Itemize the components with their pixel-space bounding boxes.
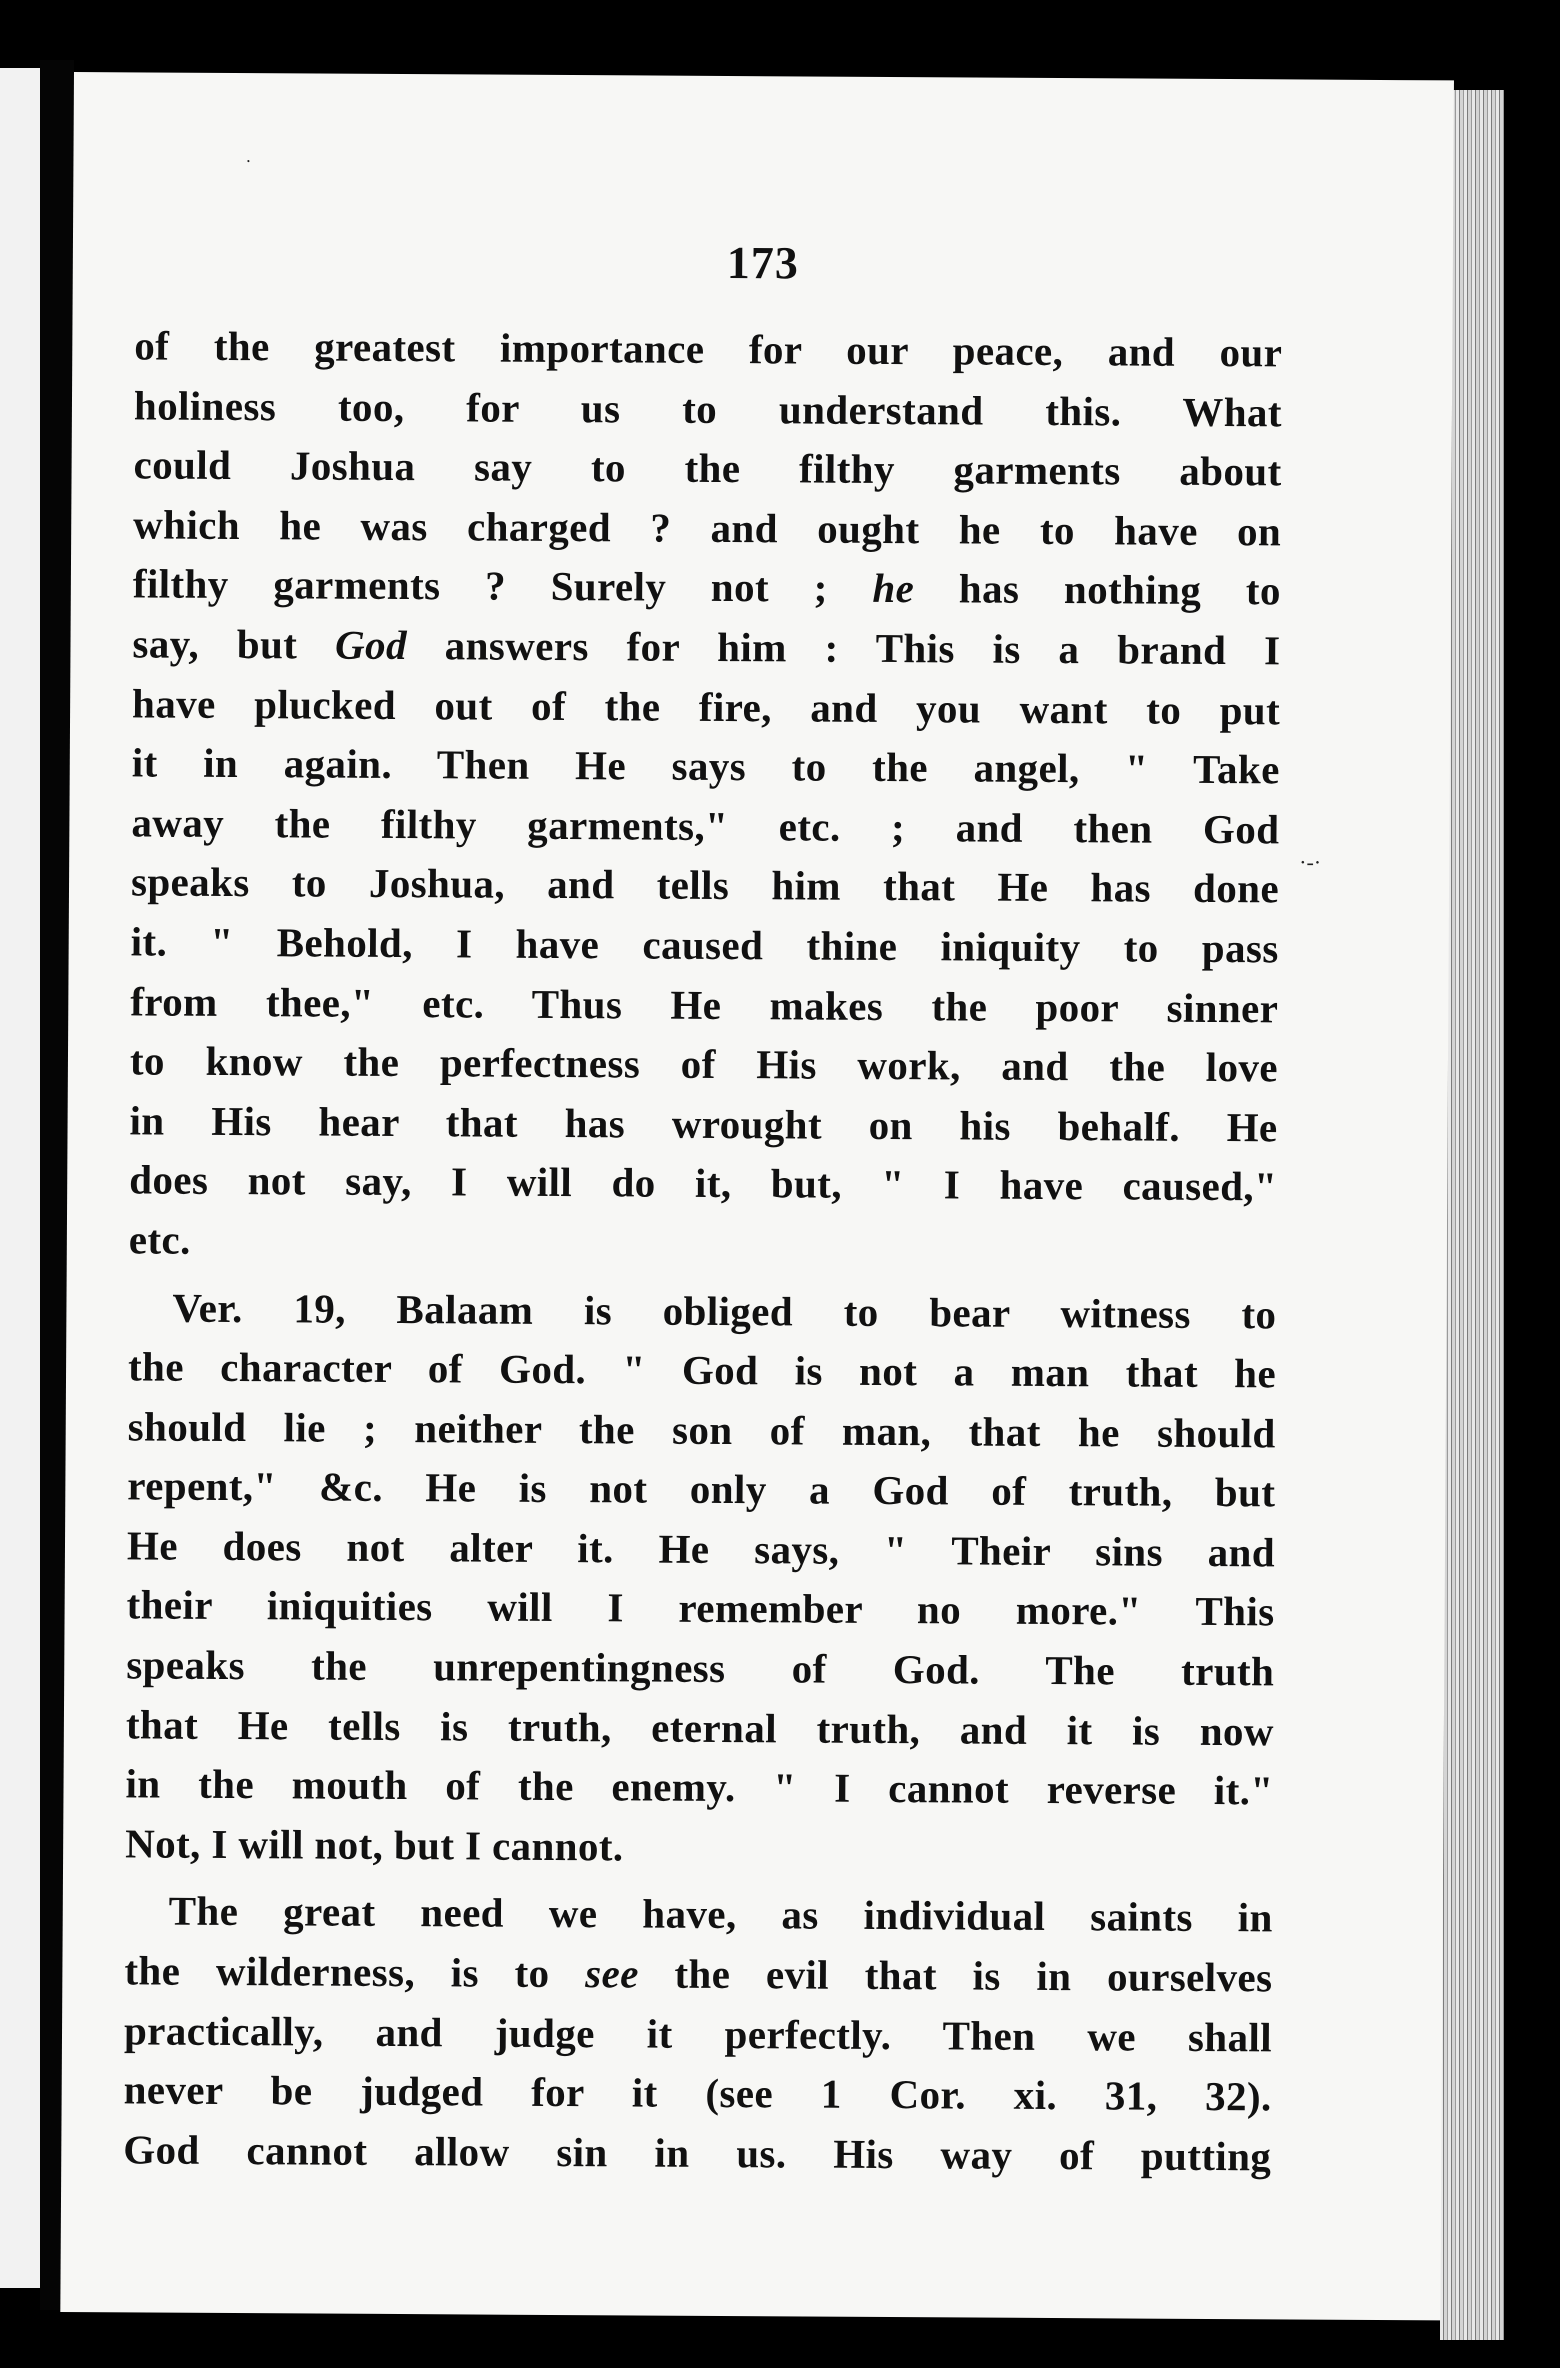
text-run: say, but [132, 620, 336, 668]
text-line: that He tells is truth, eternal truth, and it is now [125, 1701, 1275, 1755]
text-line [133, 555, 1281, 622]
text-line: it in again. Then He says to the angel, " Take [131, 739, 1280, 793]
text-line: He does not alter it. He says, " Their sins and [126, 1522, 1276, 1576]
text-line: Ver. 19, Balaam is obliged to bear witness to [172, 1284, 1277, 1337]
text-line: The great need we have, as individual saints in [168, 1888, 1273, 1941]
text-line: should lie ; neither the son of man, that he should [127, 1403, 1276, 1457]
text-line: in His hear that has wrought on his behalf. He [129, 1097, 1278, 1151]
text-line: repent," &c. He is not only a God of truth, but [127, 1462, 1276, 1516]
text-line: of the greatest importance for our peace, and our [134, 322, 1283, 376]
text-line: could Joshua say to the filthy garments about [133, 441, 1282, 495]
text-run: has nothing to [914, 565, 1281, 614]
text-line: practically, and judge it perfectly. Then we shall [123, 2006, 1273, 2060]
text-line: away the filthy garments," etc. ; and then God [131, 799, 1280, 853]
left-page-edge [0, 68, 40, 2288]
text-line: which he was charged ? and ought he to have on [133, 501, 1282, 555]
text-run: the wilderness, is to [124, 1947, 586, 1997]
text-run: the evil that is in ourselves [638, 1950, 1273, 2001]
text-line: does not say, I will do it, but, " I have caused," [129, 1156, 1278, 1210]
text-line: God cannot allow sin in us. His way of putting [123, 2126, 1272, 2180]
text-line: etc. [128, 1216, 191, 1263]
text-line: holiness too, for us to understand this. What [133, 381, 1283, 435]
book-page [60, 72, 1454, 2320]
paragraph-3 [123, 1882, 1273, 2187]
paragraph-2 [125, 1278, 1277, 1881]
page-body [123, 316, 1282, 2186]
text-line: speaks to Joshua, and tells him that He has done [130, 858, 1280, 912]
text-line: the character of God. " God is not a man that he [127, 1343, 1277, 1397]
text-line [132, 614, 1280, 681]
text-line: their iniquities will I remember no more." This [126, 1581, 1275, 1635]
text-run: filthy garments ? Surely not ; [132, 560, 873, 612]
page-number: 173 [726, 236, 800, 289]
text-line: Not, I will not, but I cannot. [125, 1820, 624, 1870]
text-line: in the mouth of the enemy. " I cannot reverse it." [125, 1760, 1274, 1814]
text-line: it. " Behold, I have caused thine iniquity to pass [130, 918, 1279, 972]
paragraph-1 [129, 316, 1283, 1276]
text-line: from thee," etc. Thus He makes the poor sinner [130, 977, 1279, 1031]
italic-text: he [872, 565, 915, 612]
stray-mark: · [245, 151, 252, 172]
stray-mark: ·-· [1299, 849, 1322, 875]
text-line [124, 1941, 1272, 2008]
italic-text: God [334, 621, 408, 669]
text-line: never be judged for it (see 1 Cor. xi. 31, 32). [123, 2066, 1272, 2120]
text-line: speaks the unrepentingness of God. The truth [126, 1641, 1275, 1695]
text-run: answers for him : This is a brand I [406, 622, 1281, 674]
text-line: to know the perfectness of His work, and the love [129, 1037, 1279, 1091]
text-line: have plucked out of the fire, and you want to put [132, 679, 1281, 733]
italic-text: see [585, 1950, 639, 1997]
